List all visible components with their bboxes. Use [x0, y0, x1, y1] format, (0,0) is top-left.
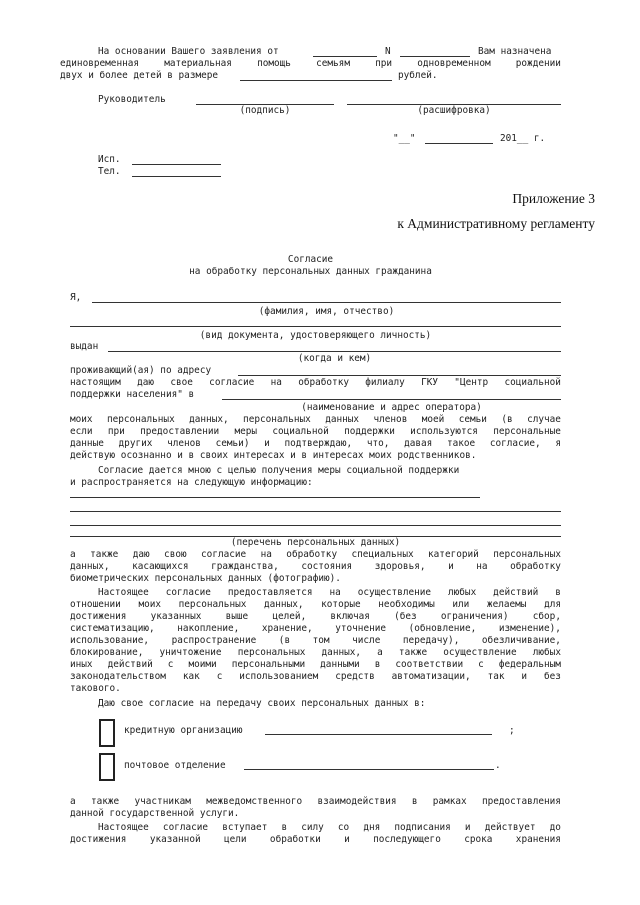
fio-caption: (фамилия, имя, отчество): [258, 306, 395, 317]
issued-label: выдан: [70, 341, 99, 352]
para5-line-1: [70, 796, 561, 808]
amount-field: [240, 80, 392, 81]
para6-line-2: [70, 834, 561, 846]
word: уточнение: [335, 623, 387, 634]
word: поддержки: [344, 426, 395, 437]
word: желаемы: [486, 599, 527, 610]
word: использованием: [239, 671, 319, 682]
word: сбор,: [532, 611, 561, 622]
para4-line-6: [70, 647, 561, 659]
word: предоставления: [481, 796, 561, 807]
word: срока: [464, 834, 493, 845]
para4-line-1: [98, 587, 561, 599]
post-office-checkbox[interactable]: [99, 753, 115, 781]
word: необходимы: [378, 599, 435, 610]
word: и: [521, 671, 528, 682]
executor-field: [132, 164, 221, 165]
notice-text-2: [60, 58, 561, 70]
word: персональные: [493, 426, 561, 437]
appendix-subtitle: к Административному регламенту: [397, 216, 595, 231]
word: в: [374, 659, 381, 670]
word: автоматизации,: [391, 671, 471, 682]
transfer-text: Даю свое согласие на передачу своих персональных данных в:: [98, 698, 426, 709]
word: накопление,: [177, 623, 240, 634]
word: а: [70, 549, 76, 560]
word: такое: [446, 438, 476, 449]
word: персональных: [106, 414, 175, 425]
phone-label: Тел.: [98, 166, 121, 177]
notice-text-1b: Вам назначена: [478, 46, 552, 57]
info-line-2: [70, 511, 561, 512]
issued-caption: (когда и кем): [297, 353, 372, 364]
para3-line-2: [70, 561, 561, 573]
word: на: [270, 377, 282, 388]
word: выше: [225, 611, 249, 622]
para4-last: такового.: [70, 683, 121, 694]
word: в: [281, 822, 288, 833]
word: персональных: [178, 599, 247, 610]
word: подписания: [394, 822, 451, 833]
word: в: [411, 796, 418, 807]
word: социальной: [272, 426, 329, 437]
fio-line: [92, 302, 561, 303]
consent-subtitle: на обработку персональных данных гражданина: [189, 266, 432, 277]
issued-line: [108, 351, 561, 352]
date-year: 201__ г.: [500, 133, 546, 144]
word: рождении: [515, 58, 561, 69]
decoding-caption: (расшифровка): [417, 105, 491, 116]
word: без: [543, 671, 561, 682]
word: силу: [301, 822, 324, 833]
word: действий: [493, 587, 539, 598]
word: соответствии: [395, 659, 464, 670]
word: состояния: [301, 561, 353, 572]
word: достижения: [70, 834, 127, 845]
word: согласие: [209, 377, 255, 388]
word: согласие,: [489, 438, 541, 449]
word: распространение: [171, 635, 257, 646]
post-office-end: .: [495, 760, 501, 771]
para1-line-1: [70, 414, 561, 426]
word: что,: [366, 438, 390, 449]
notice-text-3b: рублей.: [398, 70, 438, 81]
para4-line-3: [70, 611, 561, 623]
word: персональными: [231, 659, 306, 670]
word: и: [464, 822, 471, 833]
word: персональных: [237, 647, 306, 658]
para4-line-2: [70, 599, 561, 611]
word: хранения: [515, 834, 561, 845]
para1-last: действую осознанно и в своих интересах и в интересах моих родственников.: [70, 450, 477, 461]
word: данных: [325, 414, 360, 425]
word: (в: [501, 414, 513, 425]
word: (обновление,: [408, 623, 477, 634]
application-number-field: [400, 56, 470, 57]
word: я: [555, 438, 561, 449]
para2-last: и распространяется на следующую информацию:: [70, 477, 313, 488]
appendix-title: Приложение 3: [512, 191, 595, 206]
para4-line-8: [70, 671, 561, 683]
word: моих: [138, 599, 162, 610]
para2-first: Согласие дается мною с целью получения меры социальной поддержки: [98, 465, 460, 476]
word: подтверждаю,: [284, 438, 353, 449]
word: данных,: [321, 647, 362, 658]
word: уничтожение: [159, 647, 222, 658]
word: членов: [373, 414, 408, 425]
word: свою: [164, 549, 187, 560]
word: семьи): [215, 438, 250, 449]
post-office-label: почтовое отделение: [124, 760, 226, 771]
signature-caption: (подпись): [239, 105, 291, 116]
word: даю: [137, 377, 155, 388]
head-label: Руководитель: [98, 94, 166, 105]
word: действий: [107, 659, 153, 670]
credit-org-checkbox[interactable]: [99, 719, 115, 747]
word: единовременная: [60, 58, 140, 69]
notice-text-1: На основании Вашего заявления от: [98, 46, 279, 57]
word: том: [312, 635, 330, 646]
word: (без: [394, 611, 417, 622]
credit-org-field: [265, 734, 492, 735]
word: других: [118, 438, 153, 449]
word: предоставлении: [140, 426, 220, 437]
word: согласие: [162, 822, 209, 833]
word: последующего: [373, 834, 441, 845]
para1-line-3: [70, 438, 561, 450]
word: цели: [223, 834, 247, 845]
word: ограничения): [440, 611, 509, 622]
consent-title: Согласие: [287, 254, 334, 265]
word: при: [375, 58, 393, 69]
consent-give-line: [70, 377, 561, 389]
para3-last: биометрических персональных данных (фотографию).: [70, 573, 341, 584]
word: касающихся: [132, 561, 189, 572]
word: Настоящее: [98, 587, 149, 598]
word: блокирование,: [70, 647, 144, 658]
word: передачу),: [402, 635, 460, 646]
word: персональных: [493, 549, 561, 560]
word: давая: [404, 438, 433, 449]
word: случае: [527, 414, 561, 425]
word: указанной: [149, 834, 201, 845]
word: семьи: [458, 414, 487, 425]
word: персональных: [243, 414, 311, 425]
word: федеральным: [498, 659, 561, 670]
word: законодательством: [70, 671, 166, 682]
document-line: [70, 326, 561, 327]
word: также: [90, 796, 120, 807]
word: обработку: [286, 549, 338, 560]
word: как: [182, 671, 200, 682]
word: отношении: [70, 599, 121, 610]
word: на: [260, 549, 272, 560]
operator-caption: (наименование и адрес оператора): [301, 402, 482, 413]
word: хранение,: [261, 623, 313, 634]
para4-line-7: [70, 659, 561, 671]
word: осуществление: [357, 587, 432, 598]
word: иных: [70, 659, 93, 670]
word: участникам: [134, 796, 191, 807]
word: семьям: [316, 58, 350, 69]
word: также: [398, 647, 428, 658]
word: данных,: [189, 414, 229, 425]
word: "Центр: [454, 377, 489, 388]
word: с: [216, 671, 223, 682]
word: достижения: [70, 611, 127, 622]
para5-last: данной государственной услуги.: [70, 808, 240, 819]
word: Настоящее: [98, 822, 149, 833]
word: любых: [532, 647, 561, 658]
application-date-field: [313, 56, 377, 57]
word: предоставляется: [227, 587, 313, 598]
word: на: [476, 561, 488, 572]
address-line: [238, 375, 561, 376]
word: в: [555, 587, 561, 598]
word: данных,: [70, 561, 110, 572]
word: до: [549, 822, 561, 833]
notice-number-sign: N: [385, 46, 391, 57]
word: даю: [132, 549, 150, 560]
notice-text-3: двух и более детей в размере: [60, 70, 219, 81]
word: филиалу: [365, 377, 405, 388]
word: гражданства,: [211, 561, 279, 572]
word: одновременном: [417, 58, 491, 69]
word: с: [167, 659, 174, 670]
word: и: [264, 438, 270, 449]
word: меры: [234, 426, 258, 437]
date-month-field: [425, 143, 493, 144]
word: ГКУ: [421, 377, 439, 388]
word: указанных: [150, 611, 202, 622]
word: систематизацию,: [70, 623, 155, 634]
word: целей,: [272, 611, 307, 622]
word: средств: [335, 671, 375, 682]
word: и: [448, 561, 454, 572]
word: (в: [278, 635, 291, 646]
residing-label: проживающий(ая) по адресу: [70, 365, 212, 376]
word: любых: [448, 587, 477, 598]
document-caption: (вид документа, удостоверяющего личность): [199, 330, 432, 341]
word: включая: [330, 611, 370, 622]
word: с: [478, 659, 484, 670]
word: данные: [70, 438, 104, 449]
support-label: поддержки населения" в: [70, 389, 195, 400]
word: или: [452, 599, 470, 610]
word: взаимодействия: [317, 796, 397, 807]
para3-line-1: [70, 549, 561, 561]
word: для: [544, 599, 561, 610]
para4-line-5: [70, 635, 561, 647]
word: материальная: [164, 58, 232, 69]
word: помощь: [257, 58, 291, 69]
word: обработку: [298, 377, 349, 388]
word: моих: [70, 414, 93, 425]
word: настоящим: [70, 377, 121, 388]
word: дня: [363, 822, 381, 833]
word: социальной: [504, 377, 561, 388]
word: действует: [484, 822, 536, 833]
word: специальных: [351, 549, 414, 560]
word: используются: [410, 426, 478, 437]
word: и: [344, 834, 350, 845]
word: согласие: [201, 549, 247, 560]
operator-line: [222, 399, 561, 400]
para4-line-4: [70, 623, 561, 635]
word: обработку: [510, 561, 561, 572]
word: а: [70, 796, 76, 807]
word: при: [107, 426, 125, 437]
list-caption: (перечень персональных данных): [230, 537, 401, 548]
credit-org-label: кредитную организацию: [124, 725, 243, 736]
ya-label: Я,: [70, 292, 82, 303]
word: изменение),: [498, 623, 561, 634]
para1-line-2: [70, 426, 561, 438]
word: моей: [421, 414, 445, 425]
word: свое: [170, 377, 193, 388]
word: если: [70, 426, 93, 437]
word: числе: [352, 635, 381, 646]
word: моими: [188, 659, 217, 670]
date-day: "__": [393, 133, 416, 144]
info-line-1: [70, 497, 480, 498]
word: вступает: [222, 822, 268, 833]
word: со: [337, 822, 350, 833]
word: данными: [320, 659, 360, 670]
word: которые: [321, 599, 361, 610]
word: на: [329, 587, 341, 598]
word: здоровья,: [374, 561, 426, 572]
phone-field: [132, 176, 221, 177]
para6-line-1: [98, 822, 561, 834]
info-line-3: [70, 525, 561, 526]
executor-label: Исп.: [98, 154, 121, 165]
word: использование,: [70, 635, 150, 646]
word: рамках: [432, 796, 467, 807]
word: а: [377, 647, 383, 658]
word: категорий: [428, 549, 479, 560]
word: обработки: [269, 834, 321, 845]
word: межведомственного: [206, 796, 303, 807]
word: членов: [167, 438, 201, 449]
credit-org-end: ;: [509, 725, 515, 736]
word: согласие: [165, 587, 211, 598]
post-office-field: [244, 769, 494, 770]
word: данных,: [264, 599, 304, 610]
word: осуществление: [443, 647, 517, 658]
word: так: [487, 671, 505, 682]
word: также: [90, 549, 119, 560]
word: обезличивание,: [481, 635, 561, 646]
